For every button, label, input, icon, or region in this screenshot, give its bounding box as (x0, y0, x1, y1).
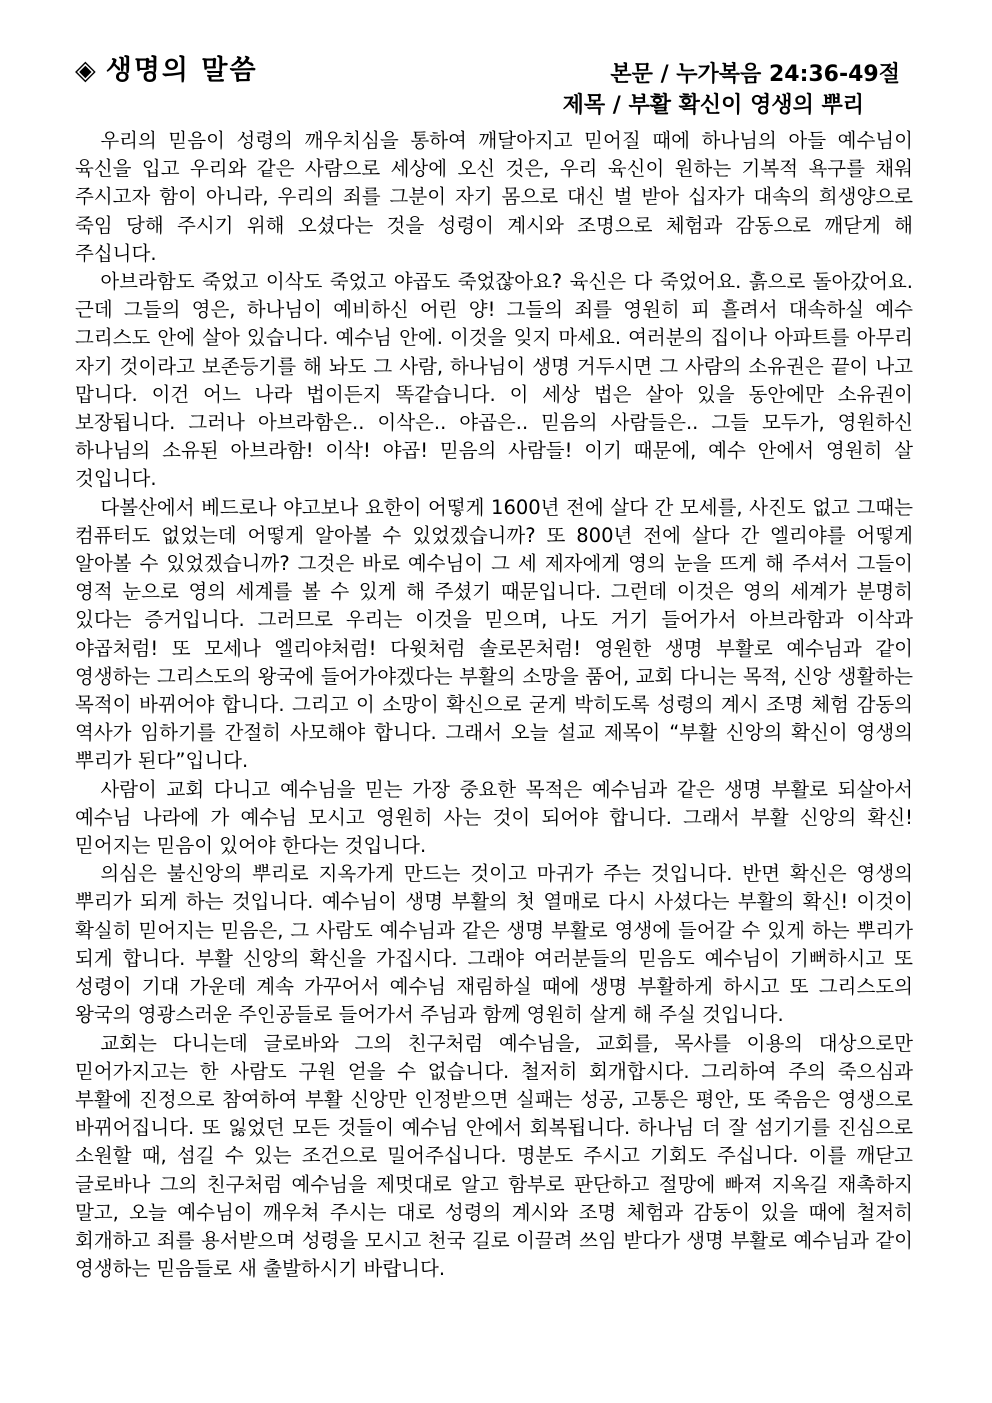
reference-label: 본문 (610, 62, 653, 87)
subject-label: 제목 (562, 93, 606, 118)
title-text: 생명의 말씀 (105, 55, 258, 86)
paragraph: 의심은 불신앙의 뿌리로 지옥가게 만드는 것이고 마귀가 주는 것입니다. 반면 확신은 영생의 뿌리가 되게 하는 것입니다. 예수님이 생명 부활의 첫 열매로 다시 사셨다는 부활의 확신! 이것이 확실히 믿어지는 믿음은, 그 사람도 예수님과 같은 생명 부활로 영생에 들어갈 수 있게 하는 뿌리가 되게 합니다. 부활 신앙의 확신을 가집시다. 그래야 여러분들의 믿음도 예수님이 기뻐하시고 또 성령이 기대 가운데 계속 가꾸어서 예수님 재림하실 때에 생명 부활하게 하시고 또 그리스도의 왕국의 영광스러운 주인공들로 들어가서 주님과 함께 영원히 살게 해 주실 것입니다. (75, 862, 913, 1027)
paragraph: 사람이 교회 다니고 예수님을 믿는 가장 중요한 목적은 예수님과 같은 생명 부활로 되살아서 예수님 나라에 가 예수님 모시고 영원히 사는 것이 되어야 합니다. 그래서 부활 신앙의 확신! 믿어지는 믿음이 있어야 한다는 것입니다. (75, 777, 913, 858)
paragraph: 교회는 다니는데 글로바와 그의 친구처럼 예수님을, 교회를, 목사를 이용의 대상으로만 믿어가지고는 한 사람도 구원 얻을 수 없습니다. 철저히 회개합시다. 그리하여 주의 죽으심과 부활에 진정으로 참여하여 부활 신앙만 인정받으면 실패는 성공, 고통은 평안, 또 죽음은 영생으로 바뀌어집니다. 또 잃었던 모든 것들이 예수님 안에서 회복됩니다. 하나님 더 잘 섬기기를 진심으로 소원할 때, 섬길 수 있는 조건으로 밀어주십니다. 명분도 주시고 기회도 주십니다. 이를 깨닫고 글로바나 그의 친구처럼 예수님을 제멋대로 알고 함부로 판단하고 절망에 빠져 지옥길 재촉하지 말고, 오늘 예수님이 깨우쳐 주시는 대로 성령의 계시와 조명 체험과 감동이 있을 때에 철저히 회개하고 죄를 용서받으며 성령을 모시고 천국 길로 이끌려 쓰임 받다가 생명 부활로 예수님과 같이 영생하는 믿음들로 새 출발하시기 바랍니다. (75, 1031, 913, 1281)
sermon-body (75, 127, 913, 1283)
subject-value: 부활 확신이 영생의 뿌리 (628, 93, 864, 118)
diamond-bullet-icon: ◈ (75, 55, 98, 86)
sermon-subject (563, 88, 864, 119)
scripture-reference (610, 57, 900, 88)
reference-value: 누가복음 24:36-49절 (676, 62, 900, 87)
paragraph: 다볼산에서 베드로나 야고보나 요한이 어떻게 1600년 전에 살다 간 모세를, 사진도 없고 그때는 컴퓨터도 없었는데 어떻게 알아볼 수 있었겠습니까? 또 800년 전에 살다 간 엘리야를 어떻게 알아볼 수 있었겠습니까? 그것은 바로 예수님이 그 세 제자에게 영의 눈을 뜨게 해 주셔서 그들이 영적 눈으로 영의 세계를 볼 수 있게 해 주셨기 때문입니다. 그런데 이것은 영의 세계가 분명히 있다는 증거입니다. 그러므로 우리는 이것을 믿으며, 나도 거기 들어가서 아브라함과 이삭과 야곱처럼! 또 모세나 엘리야처럼! 다윗처럼 솔로몬처럼! 영원한 생명 부활로 예수님과 같이 영생하는 그리스도의 왕국에 들어가야겠다는 부활의 소망을 품어, 교회 다니는 목적, 신앙 생활하는 목적이 바뀌어야 합니다. 그리고 이 소망이 확신으로 굳게 박히도록 성령의 계시 조명 체험 감동의 역사가 임하기를 간절히 사모해야 합니다. 그래서 오늘 설교 제목이 “부활 신앙의 확신이 영생의 뿌리가 된다”입니다. (75, 495, 913, 773)
paragraph: 우리의 믿음이 성령의 깨우치심을 통하여 깨달아지고 믿어질 때에 하나님의 아들 예수님이 육신을 입고 우리와 같은 사람으로 세상에 오신 것은, 우리 육신이 원하는 기복적 욕구를 채워 주시고자 함이 아니라, 우리의 죄를 그분이 자기 몸으로 대신 벌 받아 십자가 대속의 희생양으로 죽임 당해 주시기 위해 오셨다는 것을 성령이 계시와 조명으로 체험과 감동으로 깨닫게 해 주십니다. (75, 129, 913, 265)
paragraph: 아브라함도 죽었고 이삭도 죽었고 야곱도 죽었잖아요? 육신은 다 죽었어요. 흙으로 돌아갔어요. 근데 그들의 영은, 하나님이 예비하신 어린 양! 그들의 죄를 영원히 피 흘려서 대속하실 예수 그리스도 안에 살아 있습니다. 예수님 안에. 이것을 잊지 마세요. 여러분의 집이나 아파트를 아무리 자기 것이라고 보존등기를 해 놔도 그 사람, 하나님이 생명 거두시면 그 사람의 소유권은 끝이 나고 맙니다. 이건 어느 나라 법이든지 똑같습니다. 이 세상 법은 살아 있을 동안에만 소유권이 보장됩니다. 그러나 아브라함은.. 이삭은.. 야곱은.. 믿음의 사람들은.. 그들 모두가, 영원하신 하나님의 소유된 아브라함! 이삭! 야곱! 믿음의 사람들! 이기 때문에, 예수 안에서 영원히 살 것입니다. (75, 270, 913, 491)
subject-separator: / (605, 93, 629, 118)
page-title (75, 48, 258, 87)
reference-separator: / (652, 62, 677, 87)
